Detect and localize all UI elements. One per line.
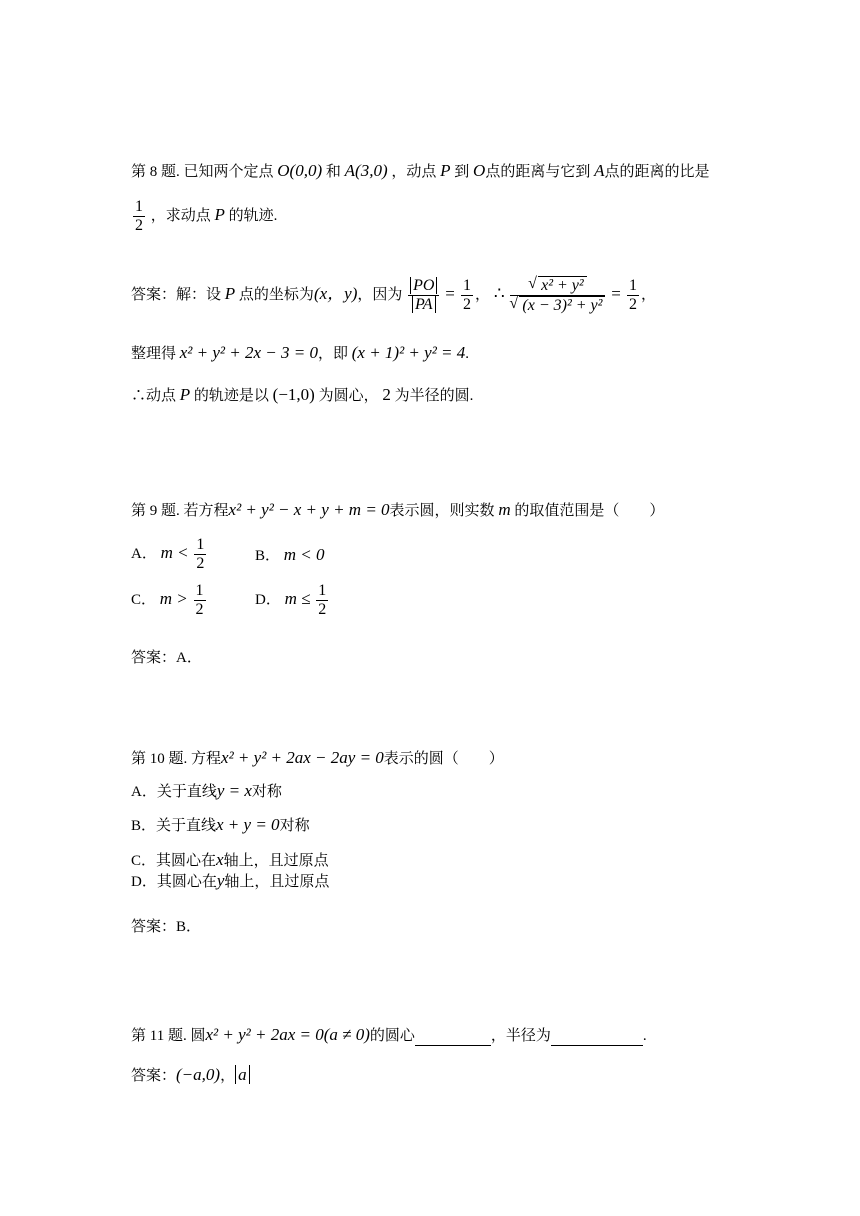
sqrt-denominator: √ (x − 3)² + y²	[519, 296, 605, 315]
therefore-symbol: ∴	[493, 283, 505, 303]
var-P: P	[224, 283, 236, 303]
q9-option-a[interactable]	[131, 536, 208, 573]
fraction-one-half	[461, 277, 473, 314]
q10-answer: 答案：B．	[131, 919, 202, 935]
equation: x² + y² + 2ax = 0(a ≠ 0)	[205, 1025, 370, 1044]
frac-den: 2	[318, 601, 327, 618]
q9-option-d[interactable]	[255, 582, 330, 619]
frac-num: 1	[135, 198, 143, 215]
var-P: P	[440, 161, 451, 180]
q8-stem-line2	[131, 198, 277, 235]
option-text: B．关于直线	[131, 818, 217, 834]
point-A: A(3,0)	[344, 161, 388, 180]
equation: x² + y² − x + y + m = 0	[228, 500, 390, 519]
option-math: m <	[160, 542, 189, 562]
frac-num: 1	[318, 582, 327, 599]
fraction-PO-PA	[408, 277, 439, 314]
q9-text: 的取值范围是（ ）	[514, 503, 665, 519]
option-label: A．	[131, 545, 157, 562]
q8-label: 第 8 题.	[131, 164, 180, 180]
q11-text: ，半径为	[490, 1028, 551, 1044]
fraction-one-half	[316, 582, 328, 619]
q9-text: 表示圆，则实数	[389, 503, 495, 519]
option-text: D．其圆心在	[131, 874, 217, 890]
option-math: x	[216, 850, 224, 869]
q10-option-b[interactable]	[131, 815, 310, 836]
q11-label: 第 11 题.	[131, 1028, 187, 1044]
q8-text: 到	[454, 164, 470, 180]
option-math: y	[216, 871, 225, 890]
frac-num: 1	[196, 536, 205, 553]
radius-blank[interactable]	[551, 1031, 643, 1046]
q8-text: ，因为	[357, 286, 403, 303]
option-text: 对称	[251, 784, 282, 800]
q8-text: ，求动点	[150, 207, 211, 224]
option-math: m >	[159, 588, 188, 608]
q10-option-d[interactable]	[131, 871, 329, 892]
option-math: y = x	[216, 781, 252, 800]
answer-label: 答案：	[131, 286, 177, 303]
equation-expanded: x² + y² + 2x − 3 = 0	[179, 343, 318, 362]
period: .	[642, 1028, 647, 1044]
frac-num: 1	[463, 277, 472, 294]
q8-answer-line2	[131, 343, 469, 364]
frac-num: 1	[195, 582, 204, 599]
q8-text: ∴动点	[131, 388, 177, 404]
q10-option-c[interactable]	[131, 850, 329, 871]
fraction-one-half	[194, 582, 206, 619]
frac-den: 2	[629, 296, 638, 313]
q10-text: 表示的圆（ ）	[383, 751, 504, 767]
var-A: A	[594, 161, 605, 180]
q9-stem	[131, 500, 664, 521]
fraction-sqrt	[510, 276, 605, 315]
q8-text: 已知两个定点	[183, 164, 274, 180]
equals: =	[611, 283, 626, 303]
answer-center: (−a,0)	[176, 1065, 221, 1084]
separator: ，	[220, 1068, 236, 1084]
answer-label: 答案：	[131, 1068, 177, 1084]
option-label: D．	[255, 591, 281, 608]
q8-text: ，即	[317, 346, 348, 362]
var-O: O	[473, 161, 486, 180]
option-math: x + y = 0	[216, 815, 280, 834]
q11-stem	[131, 1025, 647, 1046]
frac-den: 2	[463, 296, 472, 313]
q9-answer: 答案：A．	[131, 650, 202, 666]
option-label: B．	[255, 548, 281, 564]
equation: x² + y² + 2ax − 2ay = 0	[221, 748, 384, 767]
var-m: m	[498, 500, 511, 519]
answer-radius: a	[235, 1065, 250, 1084]
option-text: 轴上，且过原点	[223, 853, 329, 869]
option-label: C．	[131, 591, 157, 608]
frac-num: 1	[629, 277, 638, 294]
q10-label: 第 10 题.	[131, 751, 188, 767]
option-math: m < 0	[283, 545, 325, 564]
q9-option-b[interactable]	[255, 544, 325, 565]
q8-text: 解：设	[176, 286, 222, 303]
q11-text: 圆	[190, 1028, 206, 1044]
q8-text: 的轨迹是以	[193, 388, 269, 404]
q8-text: 点的距离与它到	[485, 164, 591, 180]
coord-xy: (x，y)	[313, 283, 358, 303]
fraction-one-half	[194, 536, 206, 573]
q8-text: 为圆心，	[318, 388, 379, 404]
frac-den: 2	[135, 217, 143, 234]
q8-text: 点的距离的比是	[604, 164, 710, 180]
center-blank[interactable]	[415, 1031, 491, 1046]
q8-text: 的轨迹.	[228, 207, 278, 224]
q8-conclusion	[131, 385, 473, 406]
var-P: P	[214, 204, 225, 224]
equals: =	[445, 283, 460, 303]
q10-text: 方程	[191, 751, 222, 767]
option-text: 对称	[279, 818, 310, 834]
q10-stem	[131, 748, 504, 769]
q8-answer-line1: 答案：解：设 P 点的坐标为(x，y)，因为 $\frac{PO}{PA}$ = $\frac{1}{2}$ ， ∴ √ x² + y² √ (x − 3)² + y² = $\frac{1}{2}$ ，	[131, 276, 656, 315]
option-text: C．其圆心在	[131, 853, 217, 869]
abs-PO: PO	[410, 277, 437, 294]
frac-den: 2	[196, 555, 205, 572]
q8-stem-line1	[131, 161, 710, 182]
q8-text: ，动点	[391, 164, 437, 180]
frac-den: 2	[195, 601, 204, 618]
var-P: P	[179, 385, 191, 404]
period: .	[465, 346, 470, 362]
q8-text: 为半径的圆.	[394, 388, 474, 404]
equation-standard: (x + 1)² + y² = 4	[351, 343, 466, 362]
q10-option-a[interactable]	[131, 781, 282, 802]
q8-text: 和	[325, 164, 341, 180]
q11-text: 的圆心	[369, 1028, 415, 1044]
sqrt-numerator: √ x² + y²	[538, 276, 587, 295]
q11-answer	[131, 1065, 250, 1086]
fraction-one-half	[627, 277, 639, 314]
option-text: A．关于直线	[131, 784, 217, 800]
circle-center: (−1,0)	[272, 385, 315, 404]
abs-PA: PA	[412, 296, 435, 313]
point-O: O(0,0)	[277, 161, 323, 180]
q9-label: 第 9 题.	[131, 503, 180, 519]
radius-value: 2	[382, 385, 391, 404]
q9-option-c[interactable]	[131, 582, 208, 619]
option-text: 轴上，且过原点	[224, 874, 330, 890]
q9-text: 若方程	[183, 503, 229, 519]
q8-text: 点的坐标为	[238, 286, 314, 303]
fraction-one-half	[133, 198, 145, 235]
option-math: m ≤	[284, 588, 311, 608]
q8-text: 整理得	[131, 346, 177, 362]
